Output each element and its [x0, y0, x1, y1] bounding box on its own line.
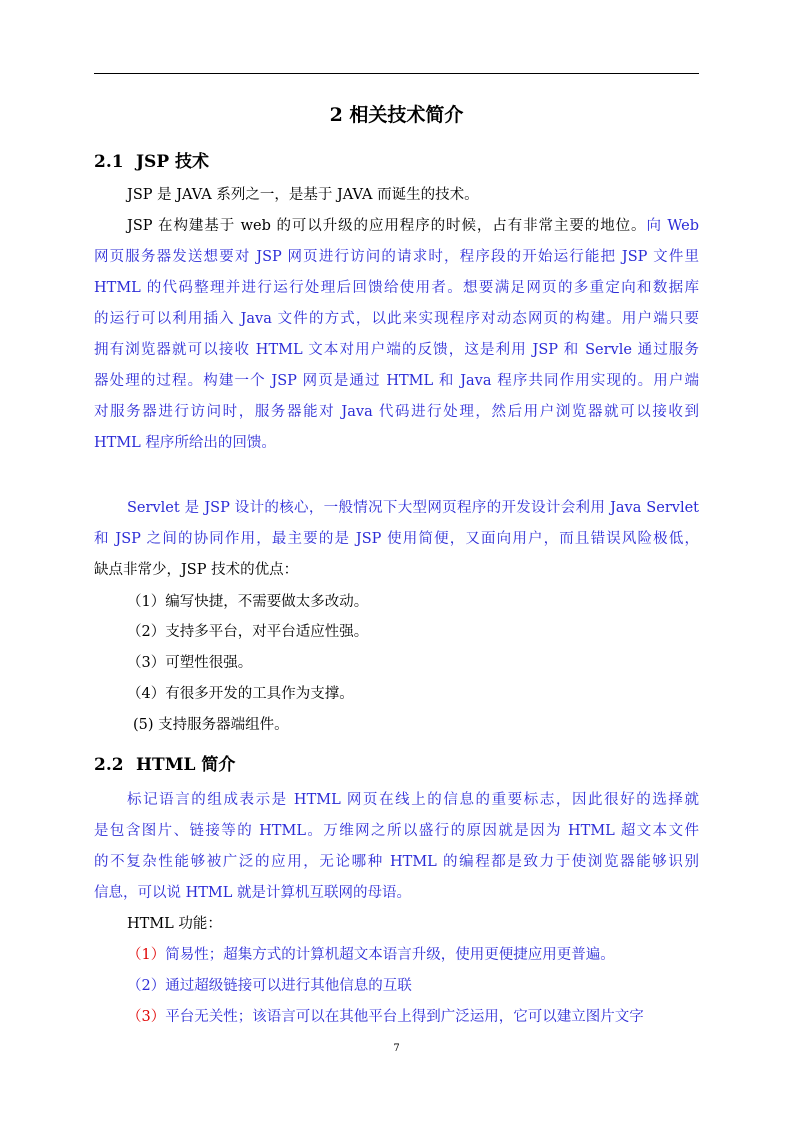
jsp-para3-line3: 缺点非常少，JSP 技术的优点： [94, 562, 299, 578]
section-title: JSP 技术 [136, 152, 210, 172]
jsp-para2-line1 [127, 214, 699, 235]
function-number: （3） [127, 1009, 166, 1025]
jsp-para2-start: JSP 在构建基于 web 的可以升级的应用程序的时候，占有非常主要的地位。 [127, 218, 647, 234]
chapter-title: 2 相关技术简介 [329, 104, 464, 126]
html-para1-line: 的不复杂性能够被广泛的应用，无论哪种 HTML 的编程都是致力于使浏览器能够识别 [94, 854, 699, 870]
jsp-para2-line: 对服务器进行访问时，服务器能对 Java 代码进行处理，然后用户浏览器就可以接收到 [94, 404, 699, 420]
jsp-para3-line1: Servlet 是 JSP 设计的核心，一般情况下大型网页程序的开发设计会利用 Java Servlet [127, 500, 699, 516]
jsp-para2-line: HTML 的代码整理并进行运行处理后回馈给使用者。想要满足网页的多重定向和数据库 [94, 280, 699, 296]
jsp-intro: JSP 是 JAVA 系列之一，是基于 JAVA 而诞生的技术。 [127, 187, 479, 203]
function-text: 平台无关性；该语言可以在其他平台上得到广泛运用，它可以建立图片文字 [165, 1009, 644, 1025]
section-heading-jsp [94, 147, 209, 172]
function-number: （2） [127, 978, 166, 994]
html-function-item [127, 943, 699, 964]
html-function-item [127, 1005, 699, 1026]
section-number: 2.2 [94, 755, 124, 775]
jsp-para2-line: 拥有浏览器就可以接收 HTML 文本对用户端的反馈，这是利用 JSP 和 Servle 通过服务 [94, 342, 699, 358]
header-rule [94, 73, 699, 74]
function-text: 简易性；超集方式的计算机超文本语言升级，使用更便捷应用更普遍。 [165, 947, 615, 963]
jsp-advantage-item: (5) 支持服务器端组件。 [133, 717, 289, 733]
function-text: 通过超级链接可以进行其他信息的互联 [165, 978, 412, 994]
jsp-advantage-item: （4）有很多开发的工具作为支撑。 [127, 686, 354, 702]
function-number: （1） [127, 947, 166, 963]
jsp-para2-line: 网页服务器发送想要对 JSP 网页进行访问的请求时，程序段的开始运行能把 JSP 文件里 [94, 249, 699, 265]
jsp-para2-line: 的运行可以利用插入 Java 文件的方式，以此来实现程序对动态网页的构建。用户端只要 [94, 311, 699, 327]
jsp-advantage-item: （1）编写快捷，不需要做太多改动。 [127, 594, 369, 610]
html-para1-line: 是包含图片、链接等的 HTML。万维网之所以盛行的原因就是因为 HTML 超文本文件 [94, 823, 699, 839]
jsp-para3-line2: 和 JSP 之间的协同作用，最主要的是 JSP 使用简便，又面向用户，而且错误风险极低， [94, 531, 699, 547]
section-heading-html [94, 750, 235, 775]
jsp-para2-blue-start: 向 Web [646, 218, 699, 234]
html-function-item [127, 974, 699, 995]
jsp-para2-line: 器处理的过程。构建一个 JSP 网页是通过 HTML 和 Java 程序共同作用实现的。用户端 [94, 373, 699, 389]
html-para1-line-last: 信息，可以说 HTML 就是计算机互联网的母语。 [94, 885, 412, 901]
section-title: HTML 简介 [136, 755, 236, 775]
jsp-advantage-item: （2）支持多平台，对平台适应性强。 [127, 624, 369, 640]
jsp-para2-line-last: HTML 程序所给出的回馈。 [94, 435, 276, 451]
page-number: 7 [393, 1043, 400, 1054]
section-number: 2.1 [94, 152, 124, 172]
jsp-advantage-item: （3）可塑性很强。 [127, 655, 253, 671]
html-para1-line: 标记语言的组成表示是 HTML 网页在线上的信息的重要标志，因此很好的选择就 [127, 792, 699, 808]
html-functions-label: HTML 功能： [127, 916, 222, 932]
